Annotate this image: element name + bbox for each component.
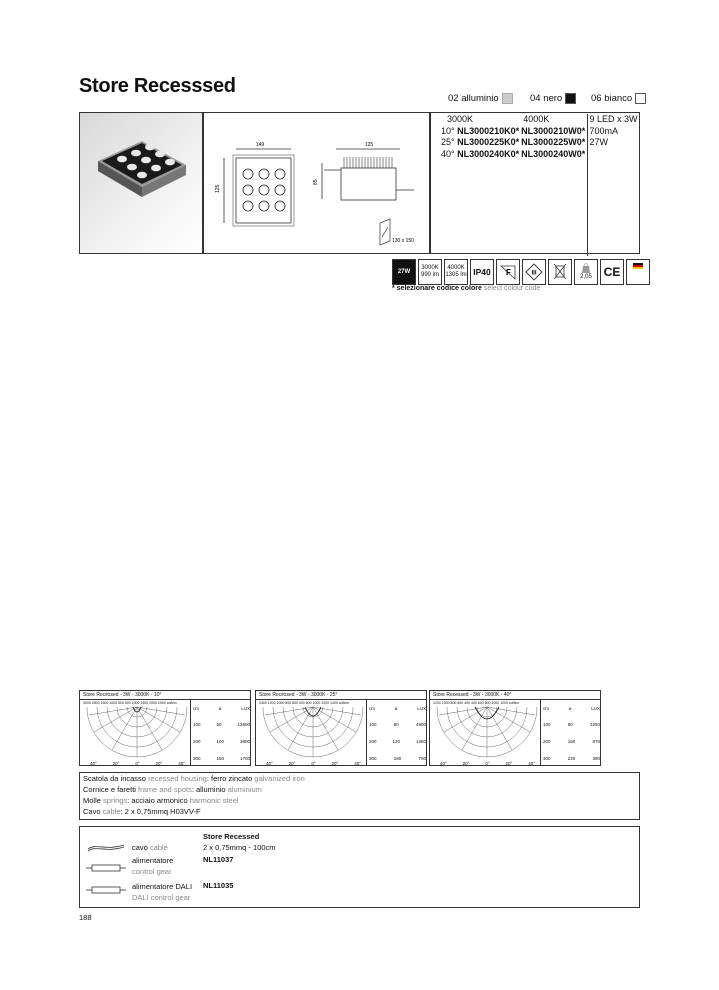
colour-option-nero [530,93,576,104]
accessories-header: Store Recessed [203,832,260,841]
code-4000k: NL3000225W0* [521,137,586,147]
code-4000k: NL3000240W0* [521,148,586,159]
accessory-gear [132,855,173,877]
cell: 1700 [239,756,250,761]
angle: 0° [311,761,316,766]
accessories-table [79,826,640,908]
angle: 0° [135,761,140,766]
spec-row: Cornice e faretti frame and spots: alluminio aluminium [83,785,262,794]
cell: 300 [543,756,551,761]
col-header: LUX [241,706,250,711]
photometry-panel-25 [255,690,427,766]
product-codes-table [430,112,640,254]
code-3000k: NL3000225K0* [457,137,520,147]
cell: 220 [567,756,576,761]
cell: 3800 [239,739,250,744]
angle: 20° [112,761,120,766]
cell: 100 [216,739,224,744]
angle: 40° [90,761,97,766]
cell: 380 [592,756,600,761]
acc-it: alimentatore DALI [132,882,193,891]
dim-depth: 125 [215,184,221,193]
spec-en: frame and spots [138,785,192,794]
dali-gear-icon [86,885,126,895]
class-iii-icon [522,259,546,285]
spec-value-it: 2 x 0,75mmq H03VV-F [124,807,201,816]
dim-width: 149 [255,142,265,148]
dim-side: 125 [364,142,374,148]
header-3000k: 3000K [447,114,474,124]
dimension-drawing [204,113,429,253]
spec-it: Molle [83,796,101,805]
angle: 40° [528,761,535,766]
product-image [80,113,202,253]
swatch-alluminio [502,93,513,104]
cell: 100 [193,722,201,727]
ce-mark: CE [600,259,624,285]
accessory-dali [132,881,192,903]
spec-it: Cavo [83,807,101,816]
spec-value-en: harmonic steel [189,796,239,805]
beam-angle: 10° [441,125,455,136]
cell: 80 [567,722,573,727]
german-flag-icon [626,259,650,285]
dim-cutout: 130 x 150 [392,238,414,244]
acc-it: alimentatore [132,856,174,865]
cell: 100 [543,722,551,727]
cell: 12800 [237,722,250,727]
cell: 150 [567,739,576,744]
spec-value-en: aluminium [227,785,262,794]
cell: 3250 [589,722,600,727]
angle-labels [440,761,535,766]
beam-angle: 40° [441,148,455,159]
angle-labels [90,761,185,766]
crossed-bin-icon [553,263,567,281]
swatch-bianco [635,93,646,104]
angle: 20° [155,761,163,766]
angle-labels [266,761,361,766]
page-title: Store Recesssed [79,75,236,97]
code-row [431,149,639,256]
cable-icon [86,841,126,853]
cell: 120 [392,739,400,744]
colour-option-alluminio [448,93,513,104]
spec-en: springs [103,796,128,805]
spec-row: Scatola da incasso recessed housing: ferro zincato galvanized iron [83,774,305,783]
header-4000k: 4000K [523,114,550,124]
colour-option-bianco [591,93,646,104]
accessory-cable [132,843,168,852]
divider [540,700,541,766]
f-triangle-icon [500,264,516,280]
cell: 300 [369,756,377,761]
acc-it: cavo [132,843,148,852]
weight-icon [581,263,591,274]
polar-diagram [433,705,541,763]
spec-row: Molle springs: acciaio armonico harmonic steel [83,796,239,805]
f-mark-label: F [506,268,511,277]
weee-bin-icon [548,259,572,285]
divider [366,700,367,766]
photometry-panel-10 [79,690,251,766]
flux-3000-lm: 990 lm [420,272,439,278]
cell: 150 [216,756,224,761]
col-header: ø [394,706,398,711]
cell: 200 [369,739,377,744]
flux-4000-lm: 1305 lm [445,272,467,278]
flag-stripes-icon [633,263,643,269]
code-row [431,137,639,149]
cell: 200 [543,739,551,744]
photometry-section [79,690,640,766]
spec-value-it: acciaio armonico [131,796,188,805]
col-header: cm [543,706,549,711]
col-header: ø [568,706,572,711]
f-mark-icon [496,259,520,285]
col-header: LUX [417,706,426,711]
power-badge: 27W [392,259,416,285]
acc-value: 2 x 0,75mmq - 100cm [203,843,276,852]
control-gear-icon [86,863,126,873]
photometry-panel-40 [429,690,601,766]
weight-value: 2,05 [580,274,592,280]
colour-label: 02 alluminio [448,93,499,104]
cell: 100 [369,722,377,727]
angle: 40° [440,761,447,766]
angle: 20° [462,761,470,766]
flux-4000-k: 4000K [447,265,465,271]
spec-en: cable [102,807,121,816]
weight-badge [574,259,598,285]
cell: 50 [216,722,222,727]
col-header: ø [218,706,222,711]
polar-diagram [259,705,367,763]
acc-en: DALI control gear [132,893,191,902]
code-4000k: NL3000210W0* [521,125,586,136]
col-header: LUX [591,706,600,711]
acc-en: control gear [132,867,172,876]
power-spec: 27W [587,137,640,149]
spec-it: Cornice e faretti [83,785,136,794]
angle: 0° [485,761,490,766]
angle: 40° [266,761,273,766]
polar-scale: 3000 2500 1500 1000 500 500 1000 1500 2000 2500 cd/klm [83,701,177,705]
beam-angle: 25° [441,137,455,147]
swatch-nero [565,93,576,104]
angle: 40° [354,761,361,766]
photometry-title: Store Recessed - 3W - 3000K - 10° [80,691,250,700]
code-3000k: NL3000210K0* [457,125,520,136]
ip-rating-badge: IP40 [470,259,494,285]
diamond-iii-icon [525,263,543,281]
angle: 20° [505,761,513,766]
cell: 700 [418,756,426,761]
page-number: 188 [79,913,92,922]
svg-text:III: III [531,270,537,277]
lux-table [543,706,600,761]
cell: 1350 [415,739,426,744]
photometry-title: Store Recessed - 3W - 3000K - 40° [430,691,600,700]
colour-label: 06 bianco [591,93,633,104]
cell: 4900 [415,722,426,727]
spec-en: recessed housing [148,774,207,783]
angle: 40° [178,761,185,766]
lux-table [193,706,250,761]
spec-row: Cavo cable: 2 x 0,75mmq H03VV-F [83,807,201,816]
spec-value-it: ferro zincato [211,774,253,783]
code-row [431,126,639,138]
note-english: select colour code [483,285,541,292]
photometry-title: Store Recessed - 3W - 3000K - 25° [256,691,426,700]
cell: 870 [592,739,600,744]
acc-value: NL11035 [203,881,234,890]
flux-4000-badge [444,259,468,285]
spec-value-it: alluminio [196,785,226,794]
polar-diagram [83,705,191,763]
cell: 300 [193,756,201,761]
note-italian: * selezionare codice colore [392,285,482,292]
flux-3000-k: 3000K [421,265,439,271]
spec-empty [587,149,640,256]
lux-table [369,706,426,761]
col-header: cm [193,706,199,711]
polar-scale: 2400 1200 1000 800 600 400 600 1000 1200 1400 cd/klm [259,701,349,705]
dim-height: 85 [313,179,319,185]
flux-3000-badge [418,259,442,285]
cell: 180 [393,756,402,761]
polar-scale: 1200 1000 800 600 400 400 600 800 1000 1200 cd/klm [433,701,520,705]
technical-drawing [203,112,430,254]
cell: 200 [193,739,201,744]
product-photo [79,112,203,254]
cell: 80 [393,722,399,727]
led-spec: 9 LED x 3W [587,114,639,126]
divider [190,700,191,766]
colour-label: 04 nero [530,93,563,104]
angle: 20° [331,761,339,766]
acc-value: NL11037 [203,855,234,864]
current-spec: 700mA [587,126,640,138]
col-header: cm [369,706,375,711]
colour-code-note [392,285,540,292]
angle: 20° [288,761,296,766]
spec-it: Scatola da incasso [83,774,146,783]
code-3000k: NL3000240K0* [457,148,520,159]
acc-en: cable [149,843,168,852]
feature-icons [392,259,650,285]
materials-spec [79,772,640,820]
spec-value-en: galvanized iron [254,774,305,783]
